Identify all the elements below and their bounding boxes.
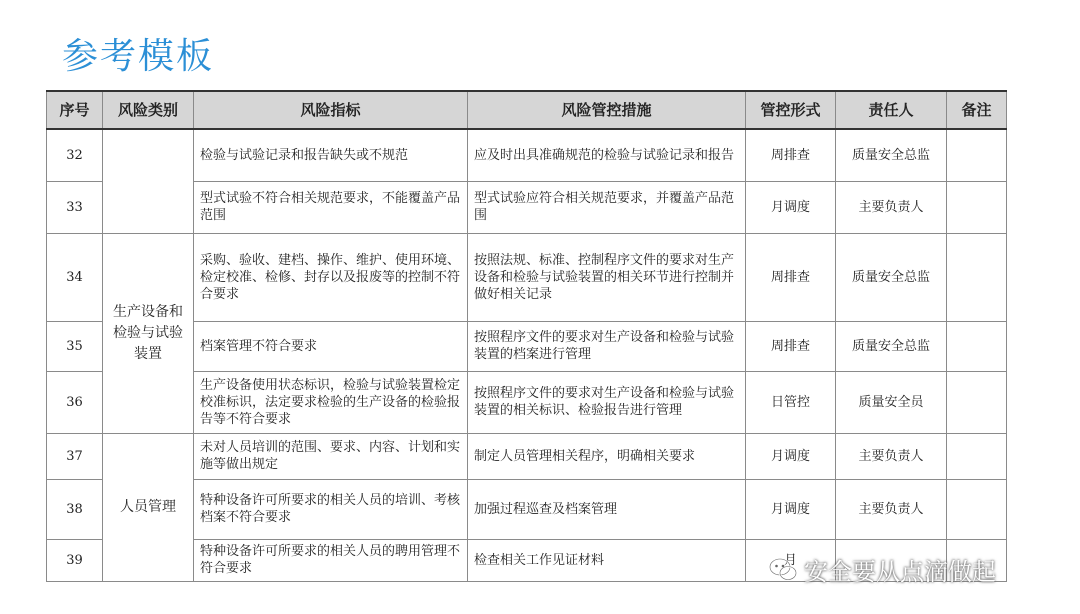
row-no: 37	[47, 433, 103, 479]
row-form: 月调度	[746, 433, 836, 479]
row-no: 38	[47, 479, 103, 539]
row-no: 35	[47, 321, 103, 371]
row-note	[947, 321, 1007, 371]
row-form: 日管控	[746, 371, 836, 433]
watermark-text: 安全要从点滴做起	[804, 558, 996, 586]
row-note	[947, 433, 1007, 479]
header-owner: 责任人	[836, 91, 947, 129]
row-measure: 检查相关工作见证材料	[468, 539, 746, 581]
row-form: 周排查	[746, 233, 836, 321]
table-row	[47, 233, 1007, 321]
row-no: 39	[47, 539, 103, 581]
row-note	[947, 479, 1007, 539]
row-owner: 主要负责人	[836, 181, 947, 233]
row-note	[947, 371, 1007, 433]
row-owner: 质量安全总监	[836, 321, 947, 371]
row-form: 周排查	[746, 129, 836, 181]
row-owner: 质量安全总监	[836, 233, 947, 321]
category-equipment: 生产设备和检验与试验装置	[103, 233, 194, 433]
row-measure: 按照法规、标准、控制程序文件的要求对生产设备和检验与试验装置的相关环节进行控制并做好相关记录	[468, 233, 746, 321]
row-measure: 按照程序文件的要求对生产设备和检验与试验装置的档案进行管理	[468, 321, 746, 371]
header-no: 序号	[47, 91, 103, 129]
page-title: 参考模板	[62, 36, 215, 77]
row-owner: 质量安全员	[836, 371, 947, 433]
row-form: 月调度	[746, 181, 836, 233]
row-indicator: 型式试验不符合相关规范要求，不能覆盖产品范围	[194, 181, 468, 233]
table-row	[47, 433, 1007, 479]
row-measure: 制定人员管理相关程序，明确相关要求	[468, 433, 746, 479]
row-no: 36	[47, 371, 103, 433]
row-owner: 质量安全总监	[836, 129, 947, 181]
category-personnel: 人员管理	[103, 433, 194, 581]
row-measure: 型式试验应符合相关规范要求，并覆盖产品范围	[468, 181, 746, 233]
row-indicator: 特种设备许可所要求的相关人员的培训、考核档案不符合要求	[194, 479, 468, 539]
header-indicator: 风险指标	[194, 91, 468, 129]
row-owner: 主要负责人	[836, 479, 947, 539]
row-indicator: 生产设备使用状态标识，检验与试验装置检定校准标识，法定要求检验的生产设备的检验报告等不符合要求	[194, 371, 468, 433]
row-form: 月调度	[746, 479, 836, 539]
row-note	[947, 233, 1007, 321]
row-indicator: 特种设备许可所要求的相关人员的聘用管理不符合要求	[194, 539, 468, 581]
header-category: 风险类别	[103, 91, 194, 129]
row-no: 32	[47, 129, 103, 181]
header-measure: 风险管控措施	[468, 91, 746, 129]
row-indicator: 未对人员培训的范围、要求、内容、计划和实施等做出规定	[194, 433, 468, 479]
row-indicator: 档案管理不符合要求	[194, 321, 468, 371]
category-cell-empty	[103, 129, 194, 233]
risk-table	[46, 90, 1007, 582]
row-measure: 加强过程巡查及档案管理	[468, 479, 746, 539]
header-note: 备注	[947, 91, 1007, 129]
watermark	[768, 552, 996, 587]
wechat-icon	[768, 557, 798, 583]
row-measure: 按照程序文件的要求对生产设备和检验与试验装置的相关标识、检验报告进行管理	[468, 371, 746, 433]
row-form: 月	[746, 539, 836, 581]
row-no: 33	[47, 181, 103, 233]
row-indicator: 检验与试验记录和报告缺失或不规范	[194, 129, 468, 181]
row-measure: 应及时出具准确规范的检验与试验记录和报告	[468, 129, 746, 181]
row-owner: 主要负责人	[836, 433, 947, 479]
row-form: 周排查	[746, 321, 836, 371]
table-header-row	[47, 91, 1007, 129]
table-row	[47, 129, 1007, 181]
header-form: 管控形式	[746, 91, 836, 129]
row-indicator: 采购、验收、建档、操作、维护、使用环境、检定校准、检修、封存以及报废等的控制不符合要求	[194, 233, 468, 321]
row-note	[947, 129, 1007, 181]
row-note	[947, 181, 1007, 233]
row-no: 34	[47, 233, 103, 321]
